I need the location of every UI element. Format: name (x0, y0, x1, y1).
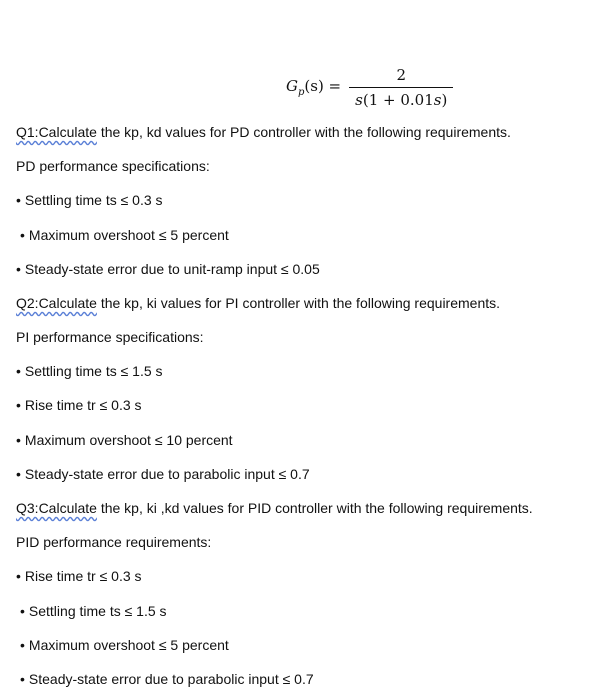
q1-bullet-item: • Settling time ts ≤ 0.3 s (16, 192, 163, 208)
q1-bullet-item: • Steady-state error due to unit-ramp input ≤ 0.05 (16, 261, 320, 277)
bullet-icon: • (16, 192, 21, 208)
formula-numerator: 2 (396, 65, 406, 84)
bullet-icon: • (20, 637, 25, 653)
bullet-icon: • (16, 397, 21, 413)
q1-question (16, 124, 511, 140)
q2-bullet-item: • Rise time tr ≤ 0.3 s (16, 397, 142, 413)
transfer-function-formula (286, 64, 453, 110)
bullet-icon: • (20, 227, 25, 243)
q1-text: the kp, kd values for PD controller with the following requirements. (96, 124, 511, 140)
q2-spec-heading: PI performance specifications: (16, 329, 204, 345)
formula-lhs: $G_p(s)$ = (286, 76, 342, 98)
q2-bullet-item: • Maximum overshoot ≤ 10 percent (16, 432, 233, 448)
q3-question (16, 500, 533, 516)
q1-spec-heading: PD performance specifications: (16, 158, 210, 174)
q2-question (16, 295, 500, 311)
q3-prefix: Q3:Calculate (16, 500, 97, 516)
bullet-icon: • (16, 261, 21, 277)
q1-bullet-item: • Maximum overshoot ≤ 5 percent (20, 227, 229, 243)
q3-text: the kp, ki ,kd values for PID controller with the following requirements. (96, 500, 533, 516)
q3-bullet-item: • Settling time ts ≤ 1.5 s (20, 603, 167, 619)
q3-bullet-item: • Rise time tr ≤ 0.3 s (16, 568, 142, 584)
q2-bullet-item: • Settling time ts ≤ 1.5 s (16, 363, 163, 379)
q3-bullet-item: • Steady-state error due to parabolic input ≤ 0.7 (20, 671, 314, 687)
q2-text: the kp, ki values for PI controller with the following requirements. (96, 295, 501, 311)
bullet-icon: • (16, 432, 21, 448)
formula-fraction (349, 66, 453, 109)
q3-spec-heading: PID performance requirements: (16, 534, 212, 550)
q2-bullet-item: • Steady-state error due to parabolic input ≤ 0.7 (16, 466, 310, 482)
bullet-icon: • (20, 603, 25, 619)
bullet-icon: • (16, 363, 21, 379)
q1-prefix: Q1:Calculate (16, 124, 97, 140)
formula-denominator: s(1 + 0.01s) (349, 87, 453, 109)
q2-prefix: Q2:Calculate (16, 295, 97, 311)
bullet-icon: • (20, 671, 25, 687)
bullet-icon: • (16, 568, 21, 584)
bullet-icon: • (16, 466, 21, 482)
q3-bullet-item: • Maximum overshoot ≤ 5 percent (20, 637, 229, 653)
